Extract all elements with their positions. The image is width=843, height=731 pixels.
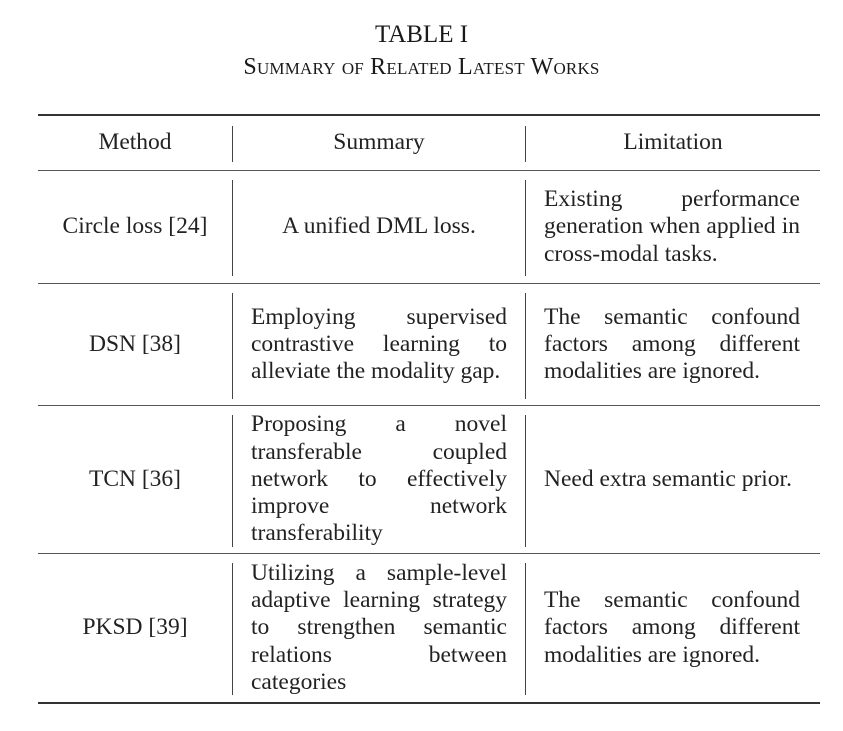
cell-limitation-text: The semantic confound factors among different modalities are ignored. xyxy=(544,303,800,385)
col-divider xyxy=(232,563,233,695)
col-divider xyxy=(232,415,233,547)
table-caption-number: TABLE I xyxy=(374,21,469,48)
cell-method: Circle loss [24] xyxy=(62,213,208,240)
header-method: Method xyxy=(98,129,172,156)
cell-summary xyxy=(251,406,507,553)
cell-limitation xyxy=(544,406,800,553)
cell-limitation-text: Existing performance generation when applied in cross-modal tasks. xyxy=(544,186,800,267)
cell-limitation-text: Need extra semantic prior. xyxy=(544,465,792,492)
cell-limitation-text: The semantic confound factors among different modalities are ignored. xyxy=(544,587,800,668)
bottom-rule xyxy=(38,702,820,704)
col-divider xyxy=(525,415,526,547)
cell-limitation xyxy=(544,554,800,702)
header-summary: Summary xyxy=(333,129,425,156)
cell-summary-text: Employing supervised contrastive learning to alleviate the modality gap. xyxy=(251,303,507,385)
cell-method: TCN [36] xyxy=(88,465,182,492)
cell-summary-text: Utilizing a sample-level adaptive learning strategy to strengthen semantic relations between categories xyxy=(251,559,507,695)
col-divider xyxy=(525,563,526,695)
table-caption-title: Summary of Related Latest Works xyxy=(243,54,600,80)
col-divider xyxy=(525,293,526,399)
col-divider xyxy=(525,180,526,276)
cell-limitation xyxy=(544,284,800,405)
cell-limitation xyxy=(544,171,800,283)
cell-summary-text: Proposing a novel transferable coupled network to effectively improve network transferability xyxy=(251,411,507,547)
header-limitation: Limitation xyxy=(623,129,723,156)
cell-summary xyxy=(251,284,507,405)
cell-summary xyxy=(251,554,507,702)
cell-method: PKSD [39] xyxy=(82,614,188,641)
cell-method: DSN [38] xyxy=(88,330,182,357)
cell-summary: A unified DML loss. xyxy=(282,213,476,240)
col-divider xyxy=(232,293,233,399)
